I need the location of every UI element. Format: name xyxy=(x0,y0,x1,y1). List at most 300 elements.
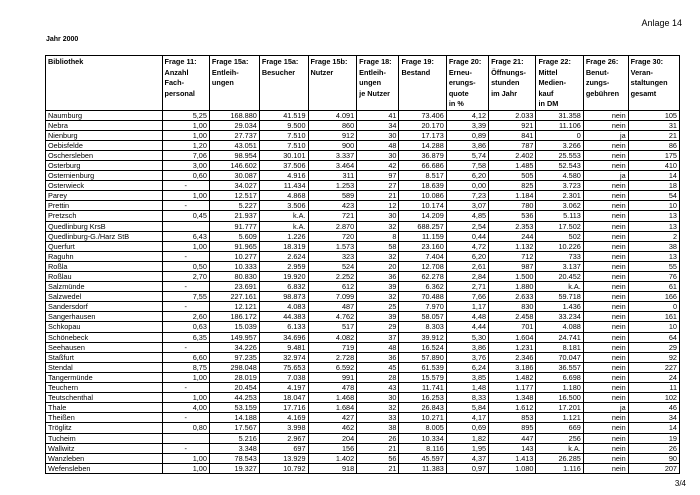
value-cell: 4.091 xyxy=(308,110,357,120)
value-cell: 66.686 xyxy=(399,160,446,170)
value-cell: nein xyxy=(583,251,628,261)
value-cell: 102 xyxy=(628,393,679,403)
value-cell: 900 xyxy=(308,140,357,150)
value-cell: 536 xyxy=(489,211,536,221)
value-cell: 15.039 xyxy=(209,322,259,332)
value-cell: 39 xyxy=(357,282,399,292)
value-cell: 25.553 xyxy=(536,150,583,160)
value-cell: 31.358 xyxy=(536,110,583,120)
value-cell: 1.402 xyxy=(308,453,357,463)
library-name-cell: Theißen xyxy=(46,413,163,423)
table-row xyxy=(46,312,680,322)
value-cell: nein xyxy=(583,201,628,211)
value-cell: 61 xyxy=(628,282,679,292)
value-cell: 48 xyxy=(357,342,399,352)
value-cell: nein xyxy=(583,181,628,191)
value-cell: 2,84 xyxy=(446,272,488,282)
value-cell: k.A. xyxy=(259,211,308,221)
value-cell: 2.458 xyxy=(489,312,536,322)
value-cell: 39 xyxy=(357,312,399,322)
value-cell: 10.334 xyxy=(399,433,446,443)
column-header-line: Frage 15a: xyxy=(261,57,299,66)
table-row xyxy=(46,120,680,130)
value-cell: 168.880 xyxy=(209,110,259,120)
value-cell: 2.633 xyxy=(489,292,536,302)
value-cell: 298.048 xyxy=(209,362,259,372)
column-header-line: gebühren xyxy=(585,88,620,98)
column-header-line: Frage 30: xyxy=(630,57,664,66)
value-cell: 3.137 xyxy=(536,261,583,271)
value-cell: 1.116 xyxy=(536,463,583,473)
value-cell: 24.741 xyxy=(536,332,583,342)
value-cell: 8.116 xyxy=(399,443,446,453)
value-cell: 1.482 xyxy=(489,372,536,382)
value-cell: 105 xyxy=(628,110,679,120)
value-cell: 1.121 xyxy=(536,413,583,423)
value-cell: 90 xyxy=(628,453,679,463)
value-cell: 27.737 xyxy=(209,130,259,140)
value-cell: 227 xyxy=(628,362,679,372)
value-cell: 3.723 xyxy=(536,181,583,191)
value-cell: 427 xyxy=(308,413,357,423)
value-cell: 447 xyxy=(489,433,536,443)
value-cell: 7.510 xyxy=(259,140,308,150)
column-header-line: je Nutzer xyxy=(359,88,390,98)
column-header xyxy=(489,56,536,111)
value-cell: nein xyxy=(583,120,628,130)
value-cell: 36.879 xyxy=(399,150,446,160)
value-cell: 3.337 xyxy=(308,150,357,160)
value-cell: - xyxy=(162,413,209,423)
value-cell: 12.517 xyxy=(209,191,259,201)
value-cell: 7,55 xyxy=(162,292,209,302)
library-name-cell: Prettin xyxy=(46,201,163,211)
library-name-cell: Schönebeck xyxy=(46,332,163,342)
value-cell: 30.101 xyxy=(259,150,308,160)
value-cell: 75.653 xyxy=(259,362,308,372)
value-cell: 36 xyxy=(357,272,399,282)
column-header xyxy=(357,56,399,111)
value-cell: 719 xyxy=(308,342,357,352)
value-cell: 0,50 xyxy=(162,261,209,271)
value-cell: 14 xyxy=(628,171,679,181)
value-cell xyxy=(162,433,209,443)
library-name-cell: Wanzleben xyxy=(46,453,163,463)
value-cell: 52.543 xyxy=(536,160,583,170)
value-cell: 14.288 xyxy=(399,140,446,150)
value-cell: 98.954 xyxy=(209,150,259,160)
value-cell: 6,24 xyxy=(446,362,488,372)
annex-label: Anlage 14 xyxy=(641,18,682,28)
library-name-cell: Teuchern xyxy=(46,383,163,393)
value-cell: 3.062 xyxy=(536,201,583,211)
table-row xyxy=(46,251,680,261)
value-cell: 0,69 xyxy=(446,423,488,433)
table-row xyxy=(46,241,680,251)
value-cell: 19.920 xyxy=(259,272,308,282)
value-cell: 2.728 xyxy=(308,352,357,362)
value-cell: 186.172 xyxy=(209,312,259,322)
value-cell: 487 xyxy=(308,302,357,312)
value-cell: 0,60 xyxy=(162,171,209,181)
value-cell: nein xyxy=(583,393,628,403)
column-header-line: gesamt xyxy=(630,88,657,98)
column-header-line: kauf xyxy=(538,88,554,98)
value-cell: 841 xyxy=(489,130,536,140)
value-cell: 5.113 xyxy=(536,211,583,221)
value-cell: 4.916 xyxy=(259,171,308,181)
column-header-line: Erneu- xyxy=(448,67,472,77)
value-cell: 61.539 xyxy=(399,362,446,372)
value-cell: 3,86 xyxy=(446,342,488,352)
value-cell: 34.696 xyxy=(259,332,308,342)
value-cell: 156 xyxy=(308,443,357,453)
column-header-line: Frage 19: xyxy=(401,57,434,66)
table-row xyxy=(46,463,680,473)
column-header-line: Mittel xyxy=(538,67,558,77)
value-cell: 8 xyxy=(357,231,399,241)
value-cell: 1,48 xyxy=(446,383,488,393)
table-row xyxy=(46,261,680,271)
value-cell: 830 xyxy=(489,302,536,312)
value-cell: 0 xyxy=(536,130,583,140)
value-cell: 6,35 xyxy=(162,332,209,342)
column-header-line: Entleih- xyxy=(211,67,239,77)
value-cell: 701 xyxy=(489,322,536,332)
value-cell: 6.592 xyxy=(308,362,357,372)
library-name-cell: Osterburg xyxy=(46,160,163,170)
year-heading: Jahr 2000 xyxy=(46,36,79,43)
value-cell: 4,48 xyxy=(446,312,488,322)
value-cell: ja xyxy=(583,130,628,140)
value-cell: 41 xyxy=(357,110,399,120)
value-cell: 12.708 xyxy=(399,261,446,271)
library-name-cell: Tangermünde xyxy=(46,372,163,382)
value-cell: 1.684 xyxy=(308,403,357,413)
value-cell: 7,66 xyxy=(446,292,488,302)
value-cell: 10.792 xyxy=(259,463,308,473)
table-row xyxy=(46,191,680,201)
table-row xyxy=(46,342,680,352)
value-cell: 36 xyxy=(357,352,399,362)
library-name-cell: Schkopau xyxy=(46,322,163,332)
value-cell: 323 xyxy=(308,251,357,261)
value-cell: 1.348 xyxy=(489,393,536,403)
value-cell: nein xyxy=(583,362,628,372)
table-row xyxy=(46,403,680,413)
value-cell: 16.500 xyxy=(536,393,583,403)
value-cell: 462 xyxy=(308,423,357,433)
value-cell: 26 xyxy=(628,443,679,453)
value-cell: nein xyxy=(583,272,628,282)
value-cell: nein xyxy=(583,443,628,453)
value-cell: 1,00 xyxy=(162,130,209,140)
value-cell: nein xyxy=(583,292,628,302)
value-cell: 2.870 xyxy=(308,221,357,231)
value-cell: 4,85 xyxy=(446,211,488,221)
value-cell: 32 xyxy=(357,221,399,231)
column-header-line: Frage 26: xyxy=(585,57,619,66)
value-cell: 204 xyxy=(308,433,357,443)
value-cell: 7.510 xyxy=(259,130,308,140)
value-cell: 34.226 xyxy=(209,342,259,352)
value-cell: 1.604 xyxy=(489,332,536,342)
value-cell: 13 xyxy=(628,211,679,221)
value-cell: 1.436 xyxy=(536,302,583,312)
value-cell: 1.184 xyxy=(489,191,536,201)
column-header-line: Veran- xyxy=(630,67,653,77)
table-row xyxy=(46,383,680,393)
column-header-line: Entleih- xyxy=(359,67,386,77)
value-cell: 54 xyxy=(628,191,679,201)
value-cell: 5,25 xyxy=(162,110,209,120)
value-cell: 29.034 xyxy=(209,120,259,130)
page-number: 3/4 xyxy=(674,479,686,488)
value-cell: 56 xyxy=(357,453,399,463)
library-name-cell: Nebra xyxy=(46,120,163,130)
library-name-cell: Stendal xyxy=(46,362,163,372)
table-row xyxy=(46,130,680,140)
table-row xyxy=(46,282,680,292)
value-cell: 1.612 xyxy=(489,403,536,413)
value-cell: 21 xyxy=(628,130,679,140)
value-cell: 4.082 xyxy=(308,332,357,342)
value-cell: 2,70 xyxy=(162,272,209,282)
table-row xyxy=(46,160,680,170)
value-cell: 32 xyxy=(357,251,399,261)
value-cell: 10.226 xyxy=(536,241,583,251)
value-cell: 1,00 xyxy=(162,372,209,382)
column-header xyxy=(399,56,446,111)
value-cell: 4.762 xyxy=(308,312,357,322)
value-cell: 10 xyxy=(628,322,679,332)
value-cell: 3,86 xyxy=(446,140,488,150)
value-cell: 1,20 xyxy=(162,140,209,150)
column-header-line: quote xyxy=(448,88,469,98)
value-cell: 17.201 xyxy=(536,403,583,413)
value-cell: 860 xyxy=(308,120,357,130)
value-cell: 478 xyxy=(308,383,357,393)
library-statistics-table xyxy=(45,55,680,474)
value-cell: 2,71 xyxy=(446,282,488,292)
library-name-cell: Salzwedel xyxy=(46,292,163,302)
value-cell: 7.099 xyxy=(308,292,357,302)
column-header-line: Benut- xyxy=(585,67,609,77)
value-cell: 97.235 xyxy=(209,352,259,362)
value-cell: 13 xyxy=(628,251,679,261)
table-row xyxy=(46,150,680,160)
value-cell: 45 xyxy=(357,362,399,372)
value-cell: 86 xyxy=(628,140,679,150)
column-header-line: ungen xyxy=(211,78,234,87)
value-cell: 1.500 xyxy=(489,272,536,282)
column-header-line: staltungen xyxy=(630,78,668,87)
value-cell: 10 xyxy=(628,201,679,211)
value-cell: 6,43 xyxy=(162,231,209,241)
value-cell: 0,63 xyxy=(162,322,209,332)
value-cell: 10.271 xyxy=(399,413,446,423)
value-cell: 175 xyxy=(628,150,679,160)
value-cell: 3,85 xyxy=(446,372,488,382)
value-cell: nein xyxy=(583,231,628,241)
value-cell: 17.173 xyxy=(399,130,446,140)
value-cell: 30.087 xyxy=(209,171,259,181)
value-cell: 161 xyxy=(628,312,679,322)
value-cell: 1.080 xyxy=(489,463,536,473)
table-row xyxy=(46,302,680,312)
table-row xyxy=(46,372,680,382)
column-header-line: im Jahr xyxy=(491,88,518,98)
library-name-cell: Teutschenthal xyxy=(46,393,163,403)
column-header-line: Frage 15b: xyxy=(310,57,348,66)
value-cell: 12 xyxy=(357,201,399,211)
value-cell: 21 xyxy=(357,191,399,201)
table-row xyxy=(46,362,680,372)
value-cell: 895 xyxy=(489,423,536,433)
value-cell: 6,20 xyxy=(446,251,488,261)
value-cell: 57.890 xyxy=(399,352,446,362)
value-cell: 18.319 xyxy=(259,241,308,251)
library-name-cell: Tröglitz xyxy=(46,423,163,433)
value-cell: 91.777 xyxy=(209,221,259,231)
value-cell: 33.234 xyxy=(536,312,583,322)
value-cell: 589 xyxy=(308,191,357,201)
value-cell: 2.346 xyxy=(489,352,536,362)
value-cell: 1.573 xyxy=(308,241,357,251)
value-cell: 143 xyxy=(489,443,536,453)
value-cell: nein xyxy=(583,302,628,312)
table-row xyxy=(46,292,680,302)
value-cell: nein xyxy=(583,463,628,473)
value-cell: 32 xyxy=(357,292,399,302)
value-cell: 20.170 xyxy=(399,120,446,130)
table-row xyxy=(46,423,680,433)
column-header-line: Bestand xyxy=(401,67,431,77)
column-header-line: Medien- xyxy=(538,78,567,87)
library-name-cell: Roßla xyxy=(46,261,163,271)
value-cell: 48 xyxy=(357,140,399,150)
value-cell: 991 xyxy=(308,372,357,382)
table-body xyxy=(46,110,680,473)
value-cell: 0 xyxy=(628,302,679,312)
value-cell: 0,80 xyxy=(162,423,209,433)
value-cell: 502 xyxy=(536,231,583,241)
value-cell: 80.830 xyxy=(209,272,259,282)
value-cell: 18 xyxy=(628,181,679,191)
value-cell: 17.567 xyxy=(209,423,259,433)
value-cell: 7.038 xyxy=(259,372,308,382)
value-cell: 733 xyxy=(536,251,583,261)
value-cell: 244 xyxy=(489,231,536,241)
value-cell: 1,00 xyxy=(162,241,209,251)
value-cell: 669 xyxy=(536,423,583,433)
value-cell: 720 xyxy=(308,231,357,241)
value-cell: 25 xyxy=(357,302,399,312)
value-cell: 58.057 xyxy=(399,312,446,322)
value-cell: nein xyxy=(583,433,628,443)
value-cell: nein xyxy=(583,372,628,382)
library-name-cell: Osternienburg xyxy=(46,171,163,181)
value-cell: 3,00 xyxy=(162,160,209,170)
value-cell: 4,00 xyxy=(162,403,209,413)
value-cell: nein xyxy=(583,352,628,362)
value-cell: 10.277 xyxy=(209,251,259,261)
value-cell: 11.159 xyxy=(399,231,446,241)
column-header xyxy=(46,56,163,111)
value-cell: 20.452 xyxy=(536,272,583,282)
library-name-cell: Oebisfelde xyxy=(46,140,163,150)
column-header-line: Frage 20: xyxy=(448,57,482,66)
value-cell: 34.027 xyxy=(209,181,259,191)
library-name-cell: Nienburg xyxy=(46,130,163,140)
value-cell: k.A. xyxy=(536,282,583,292)
value-cell: 21 xyxy=(357,463,399,473)
table-row xyxy=(46,332,680,342)
value-cell: 16.253 xyxy=(399,393,446,403)
value-cell: 27 xyxy=(357,181,399,191)
value-cell: 2.959 xyxy=(259,261,308,271)
value-cell: 55 xyxy=(628,261,679,271)
value-cell: 1.231 xyxy=(489,342,536,352)
column-header-line: Besucher xyxy=(261,67,296,77)
value-cell: 29 xyxy=(628,342,679,352)
value-cell: 4.580 xyxy=(536,171,583,181)
value-cell: 3.348 xyxy=(209,443,259,453)
value-cell: 14 xyxy=(628,423,679,433)
column-header-line: Bibliothek xyxy=(48,57,84,66)
value-cell: 712 xyxy=(489,251,536,261)
value-cell xyxy=(162,221,209,231)
value-cell: 921 xyxy=(489,120,536,130)
value-cell: k.A. xyxy=(259,221,308,231)
value-cell: 45.597 xyxy=(399,453,446,463)
value-cell: 16.524 xyxy=(399,342,446,352)
column-header xyxy=(583,56,628,111)
value-cell: 8,75 xyxy=(162,362,209,372)
value-cell: k.A. xyxy=(536,443,583,453)
value-cell: 4,17 xyxy=(446,413,488,423)
value-cell: 8,33 xyxy=(446,393,488,403)
value-cell: 58 xyxy=(357,241,399,251)
column-header-line: in % xyxy=(448,99,464,108)
value-cell: - xyxy=(162,302,209,312)
value-cell: 98.873 xyxy=(259,292,308,302)
value-cell: nein xyxy=(583,332,628,342)
value-cell: 517 xyxy=(308,322,357,332)
value-cell: nein xyxy=(583,140,628,150)
value-cell: 1.880 xyxy=(489,282,536,292)
value-cell: 1,00 xyxy=(162,393,209,403)
value-cell: 73.406 xyxy=(399,110,446,120)
table-row xyxy=(46,413,680,423)
header-row xyxy=(46,56,680,111)
value-cell: 7,58 xyxy=(446,160,488,170)
value-cell: 70.047 xyxy=(536,352,583,362)
value-cell: - xyxy=(162,443,209,453)
value-cell: - xyxy=(162,181,209,191)
value-cell: 505 xyxy=(489,171,536,181)
value-cell: 1.413 xyxy=(489,453,536,463)
value-cell: 10.333 xyxy=(209,261,259,271)
column-header-line: stunden xyxy=(491,78,520,87)
value-cell: 4.169 xyxy=(259,413,308,423)
value-cell: 23.160 xyxy=(399,241,446,251)
value-cell: 1,82 xyxy=(446,433,488,443)
column-header-line: erungs- xyxy=(448,78,476,87)
value-cell: 9.481 xyxy=(259,342,308,352)
value-cell: 2.967 xyxy=(259,433,308,443)
value-cell: 38 xyxy=(357,423,399,433)
